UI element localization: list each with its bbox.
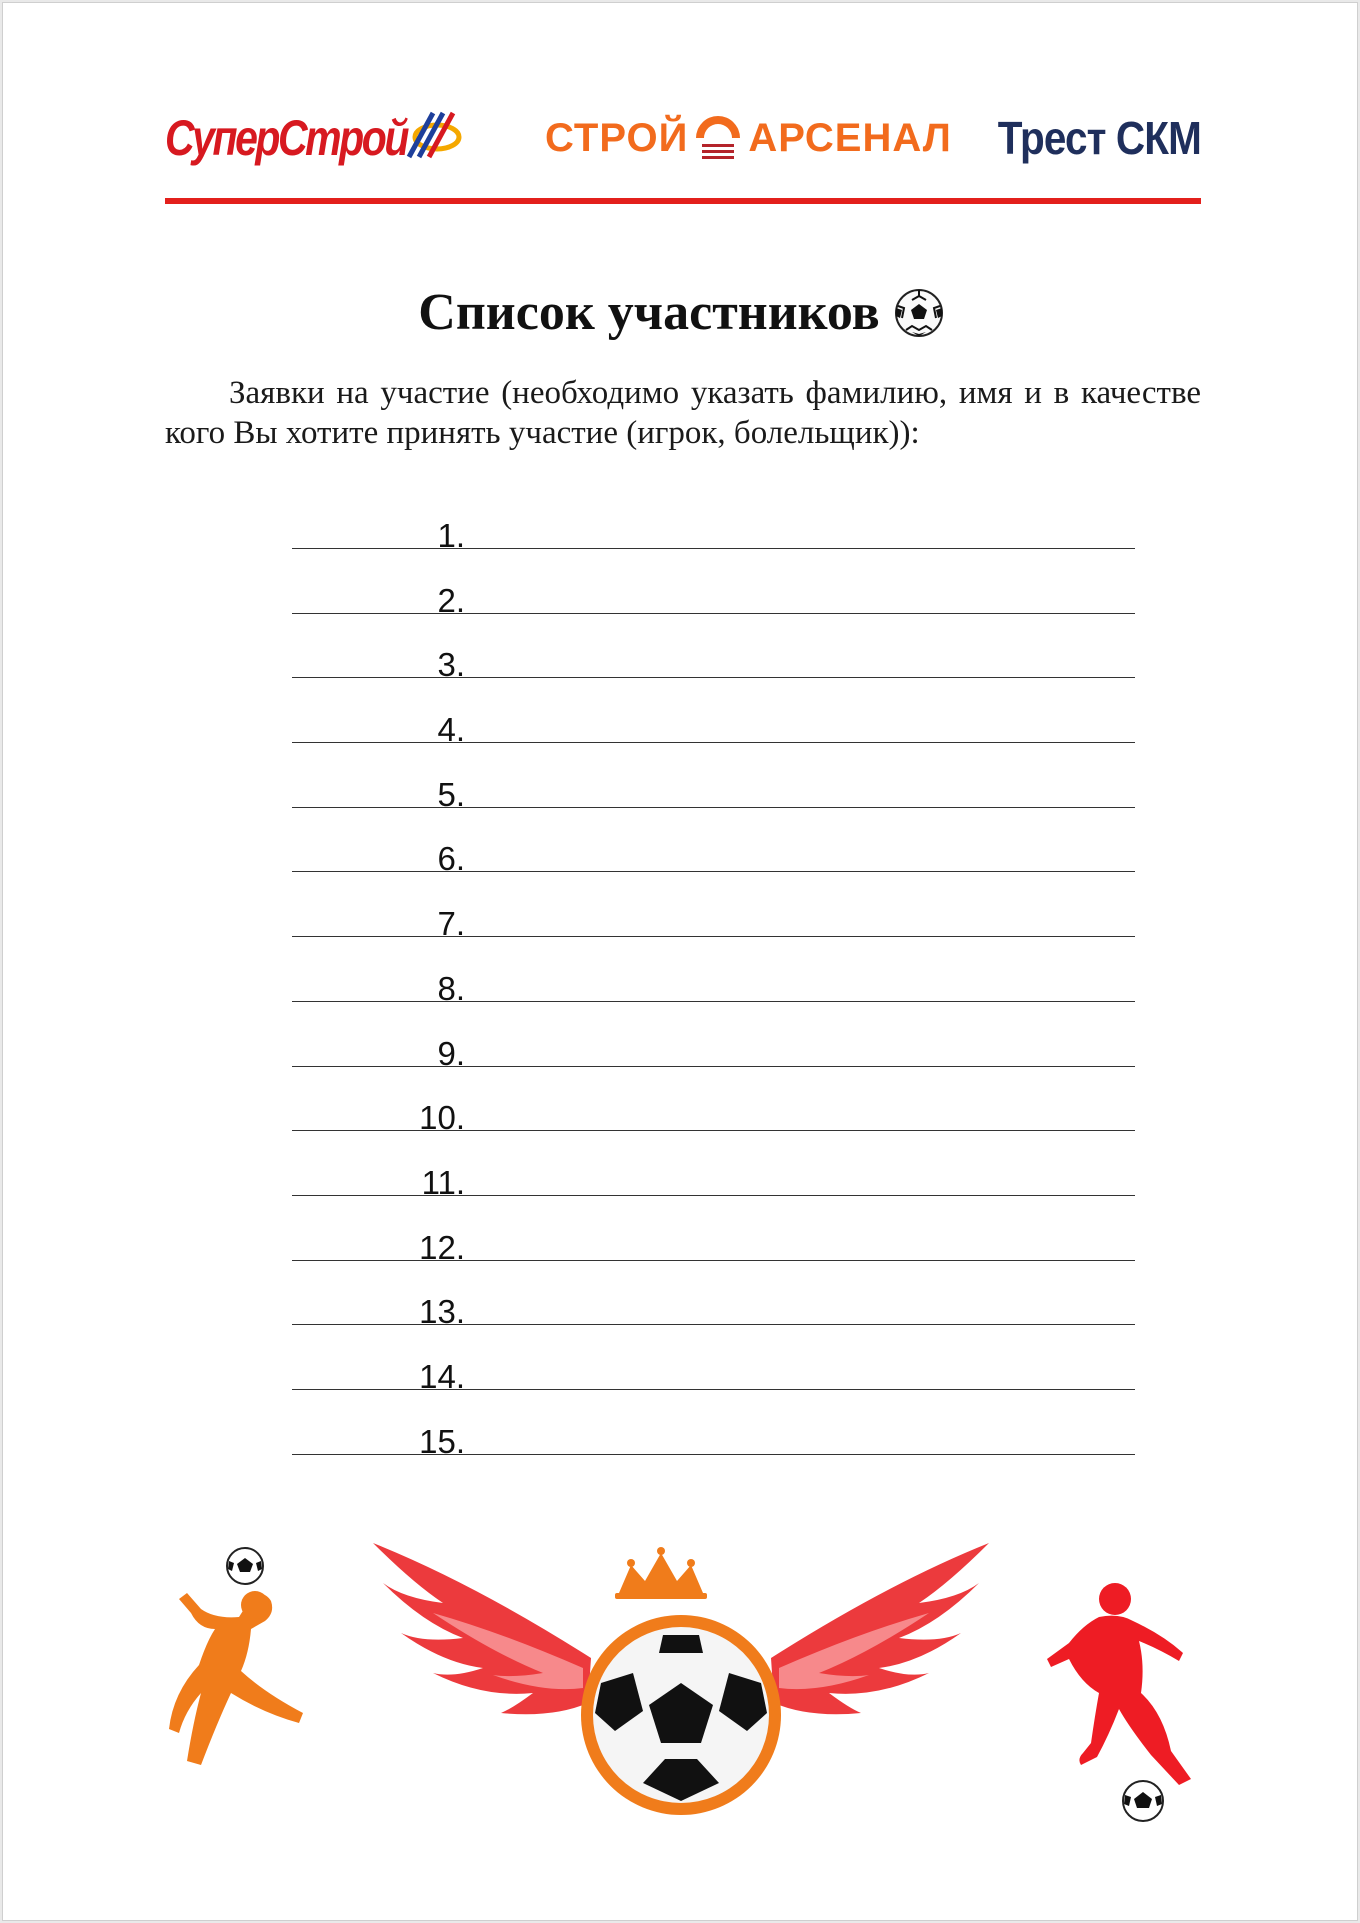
- list-item-number: 12.: [419, 1228, 465, 1266]
- list-item-number: 8.: [437, 969, 465, 1007]
- entry-line[interactable]: [292, 1260, 1135, 1261]
- list-item: [183, 1085, 1135, 1150]
- list-item-number: 2.: [437, 581, 465, 619]
- entry-line[interactable]: [292, 548, 1135, 549]
- list-item: [183, 1409, 1135, 1474]
- list-item-number: 9.: [437, 1034, 465, 1072]
- entry-line[interactable]: [292, 742, 1135, 743]
- list-item-number: 10.: [419, 1099, 465, 1137]
- superstroy-emblem-icon: [403, 107, 463, 163]
- entry-line[interactable]: [292, 1324, 1135, 1325]
- entry-line[interactable]: [292, 1454, 1135, 1455]
- entry-line[interactable]: [292, 1001, 1135, 1002]
- left-player-icon: [169, 1591, 303, 1765]
- entry-line[interactable]: [292, 1195, 1135, 1196]
- entry-line[interactable]: [292, 871, 1135, 872]
- list-item: [183, 632, 1135, 697]
- document-page: [2, 2, 1358, 1921]
- list-item-number: 4.: [437, 711, 465, 749]
- right-player-ball-icon: [1123, 1781, 1163, 1821]
- entry-line[interactable]: [292, 936, 1135, 937]
- list-item-number: 1.: [437, 517, 465, 554]
- intro-text: Заявки на участие (необходимо указать фамилию, имя и в качестве кого Вы хотите принять участие (игрок, болельщик)):: [165, 375, 1201, 451]
- page-title: Список участников: [418, 284, 880, 341]
- left-player-ball-icon: [227, 1548, 263, 1584]
- list-item-number: 3.: [437, 646, 465, 684]
- stroyarsenal-word-left: СТРОЙ: [545, 115, 689, 160]
- soccer-ball-icon: [894, 288, 944, 338]
- list-item: [183, 697, 1135, 762]
- list-item-number: 15.: [419, 1422, 465, 1460]
- entry-line[interactable]: [292, 807, 1135, 808]
- list-item: [183, 1150, 1135, 1215]
- list-item-number: 14.: [419, 1357, 465, 1395]
- list-item-number: 11.: [421, 1163, 465, 1201]
- trest-skm-wordmark: Трест СКМ: [997, 112, 1201, 164]
- list-item-number: 6.: [437, 840, 465, 878]
- list-item: [183, 891, 1135, 956]
- right-player-icon: [1047, 1583, 1191, 1785]
- logo-bar: [165, 103, 1201, 173]
- entry-line[interactable]: [292, 677, 1135, 678]
- superstroy-logo: [165, 103, 460, 173]
- list-item: [183, 568, 1135, 633]
- list-item: [183, 503, 1135, 568]
- list-item: [183, 1215, 1135, 1280]
- list-item-number: 7.: [437, 905, 465, 943]
- stroyarsenal-logo: [545, 103, 952, 173]
- list-item: [183, 1279, 1135, 1344]
- list-item-number: 13.: [419, 1293, 465, 1331]
- list-item: [183, 956, 1135, 1021]
- title-row: [3, 283, 1359, 342]
- list-item: [183, 826, 1135, 891]
- entry-line[interactable]: [292, 613, 1135, 614]
- entry-line[interactable]: [292, 1130, 1135, 1131]
- football-emblem-illustration: [3, 1543, 1359, 1843]
- emblem-ball-icon: [581, 1615, 781, 1815]
- entry-line[interactable]: [292, 1389, 1135, 1390]
- header-divider: [165, 198, 1201, 204]
- crown-icon: [615, 1547, 707, 1599]
- stroyarsenal-word-right: АРСЕНАЛ: [748, 115, 952, 160]
- list-item: [183, 762, 1135, 827]
- house-icon: [692, 108, 744, 168]
- trest-skm-logo: [970, 103, 1201, 173]
- participant-list: [183, 503, 1135, 1473]
- superstroy-wordmark: СуперСтрой: [165, 110, 407, 166]
- list-item-number: 5.: [437, 775, 465, 813]
- entry-line[interactable]: [292, 1066, 1135, 1067]
- list-item: [183, 1021, 1135, 1086]
- list-item: [183, 1344, 1135, 1409]
